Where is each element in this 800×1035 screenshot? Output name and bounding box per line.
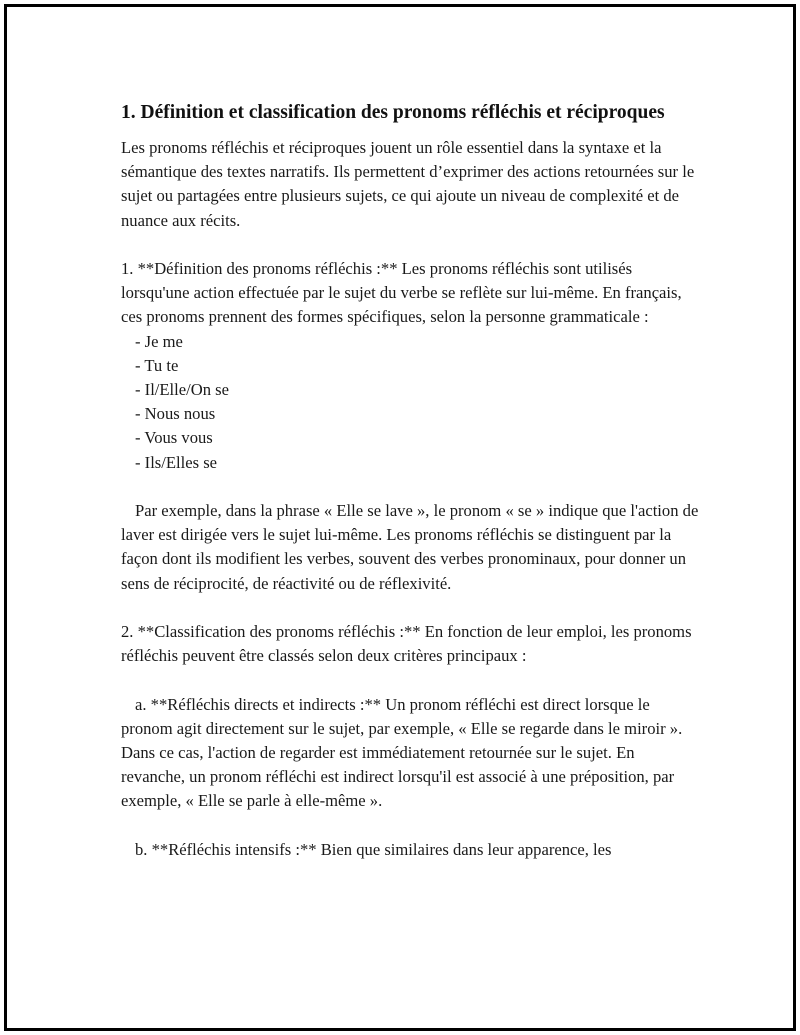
direct-indirect-paragraph: a. **Réfléchis directs et indirects :** Un pronom réfléchi est direct lorsque le pronom agit directement sur le sujet, par exemple, « Elle se regarde dans le miroir ». Dans ce cas, l'action de regarder est immédiatement retournée sur le sujet. En revanche, un pronom réfléchi est indirect lorsqu'il est associé à une préposition, par exemple, « Elle se parle à elle-même ». bbox=[121, 694, 683, 811]
definition-paragraph: 1. **Définition des pronoms réfléchis :** Les pronoms réfléchis sont utilisés lorsqu'une action effectuée par le sujet du verbe se reflète sur lui-même. En français, ces pronoms prennent des formes spécifiques, selon la personne grammaticale : bbox=[121, 259, 682, 327]
page-frame bbox=[4, 4, 796, 1031]
list-item: - Je me bbox=[135, 331, 183, 351]
spacer bbox=[121, 475, 701, 499]
intro-paragraph: Les pronoms réfléchis et réciproques jouent un rôle essentiel dans la syntaxe et la sémantique des textes narratifs. Ils permettent d’exprimer des actions retournées sur le sujet ou partagées entre plusieurs sujets, ce qui ajoute un niveau de complexité et de nuance aux récits. bbox=[121, 138, 695, 230]
list-item: - Nous nous bbox=[135, 404, 216, 424]
spacer bbox=[121, 233, 701, 257]
classification-paragraph: 2. **Classification des pronoms réfléchis :** En fonction de leur emploi, les pronoms réfléchis peuvent être classés selon deux critères principaux : bbox=[121, 622, 692, 666]
spacer bbox=[121, 596, 701, 620]
list-item: - Vous vous bbox=[135, 428, 213, 448]
list-item: - Ils/Elles se bbox=[135, 452, 218, 472]
pronoun-forms-list bbox=[121, 330, 701, 475]
document-body bbox=[121, 99, 701, 862]
example-paragraph: Par exemple, dans la phrase « Elle se lave », le pronom « se » indique que l'action de laver est dirigée vers le sujet lui-même. Les pronoms réfléchis se distinguent par la façon dont ils modifient les verbes, souvent des verbes pronominaux, pour donner un sens de réciprocité, de réactivité ou de réflexivité. bbox=[121, 501, 699, 593]
spacer bbox=[121, 668, 701, 692]
list-item: - Il/Elle/On se bbox=[135, 380, 230, 400]
intensive-paragraph: b. **Réfléchis intensifs :** Bien que similaires dans leur apparence, les bbox=[135, 839, 612, 859]
list-item: - Tu te bbox=[135, 355, 179, 375]
section-title: 1. Définition et classification des pronoms réfléchis et réciproques bbox=[121, 102, 665, 123]
spacer bbox=[121, 814, 701, 838]
